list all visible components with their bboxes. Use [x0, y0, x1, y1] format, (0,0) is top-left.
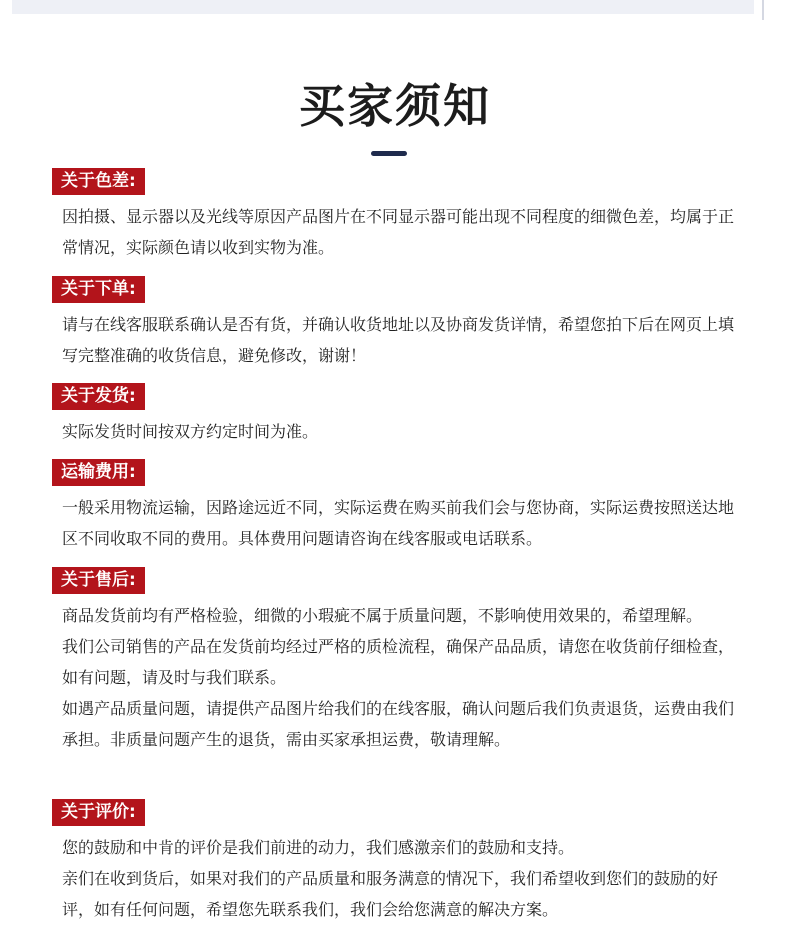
section-label: 关于评价:: [52, 799, 145, 826]
section-body: [52, 492, 742, 554]
section-paragraph: 实际发货时间按双方约定时间为准。: [62, 422, 319, 441]
section-paragraph: 我们公司销售的产品在发货前均经过严格的质检流程，确保产品品质，请您在收货前仔细检查，如有问题，请及时与我们联系。: [62, 637, 735, 687]
section-body: [52, 201, 742, 263]
top-band: [12, 0, 754, 14]
section-label: 关于发货:: [52, 383, 145, 410]
section-body: [52, 309, 742, 371]
section-body: [52, 416, 742, 447]
section-paragraph: 如遇产品质量问题，请提供产品图片给我们的在线客服，确认问题后我们负责退货，运费由我们承担。非质量问题产生的退货，需由买家承担运费，敬请理解。: [62, 699, 735, 749]
section-paragraph: 请与在线客服联系确认是否有货，并确认收货地址以及协商发货详情，希望您拍下后在网页上填写完整准确的收货信息，避免修改，谢谢！: [62, 315, 735, 365]
section-paragraph: 商品发货前均有严格检验，细微的小瑕疵不属于质量问题，不影响使用效果的，希望理解。: [62, 606, 703, 625]
section-shipping: [52, 383, 742, 447]
section-paragraph: 因拍摄、显示器以及光线等原因产品图片在不同显示器可能出现不同程度的细微色差，均属于正常情况，实际颜色请以收到实物为准。: [62, 207, 735, 257]
top-band-edge: [762, 0, 764, 20]
title-underline: [371, 151, 407, 156]
page-title: 买家须知: [299, 79, 491, 133]
section-label: 关于下单:: [52, 276, 145, 303]
section-paragraph: 亲们在收到货后，如果对我们的产品质量和服务满意的情况下，我们希望收到您们的鼓励的好评，如有任何问题，希望您先联系我们，我们会给您满意的解决方案。: [62, 869, 719, 919]
section-paragraph: 一般采用物流运输，因路途远近不同，实际运费在购买前我们会与您协商，实际运费按照送达地区不同收取不同的费用。具体费用问题请咨询在线客服或电话联系。: [62, 498, 735, 548]
section-reviews: [52, 799, 742, 925]
section-label: 运输费用:: [52, 459, 145, 486]
section-paragraph: 您的鼓励和中肯的评价是我们前进的动力，我们感激亲们的鼓励和支持。: [62, 838, 575, 857]
section-color-difference: [52, 168, 742, 263]
section-label: 关于色差:: [52, 168, 145, 195]
section-body: [52, 832, 742, 925]
section-body: [52, 600, 742, 755]
section-label: 关于售后:: [52, 567, 145, 594]
section-ordering: [52, 276, 742, 371]
section-shipping-cost: [52, 459, 742, 554]
section-after-sales: [52, 567, 742, 755]
